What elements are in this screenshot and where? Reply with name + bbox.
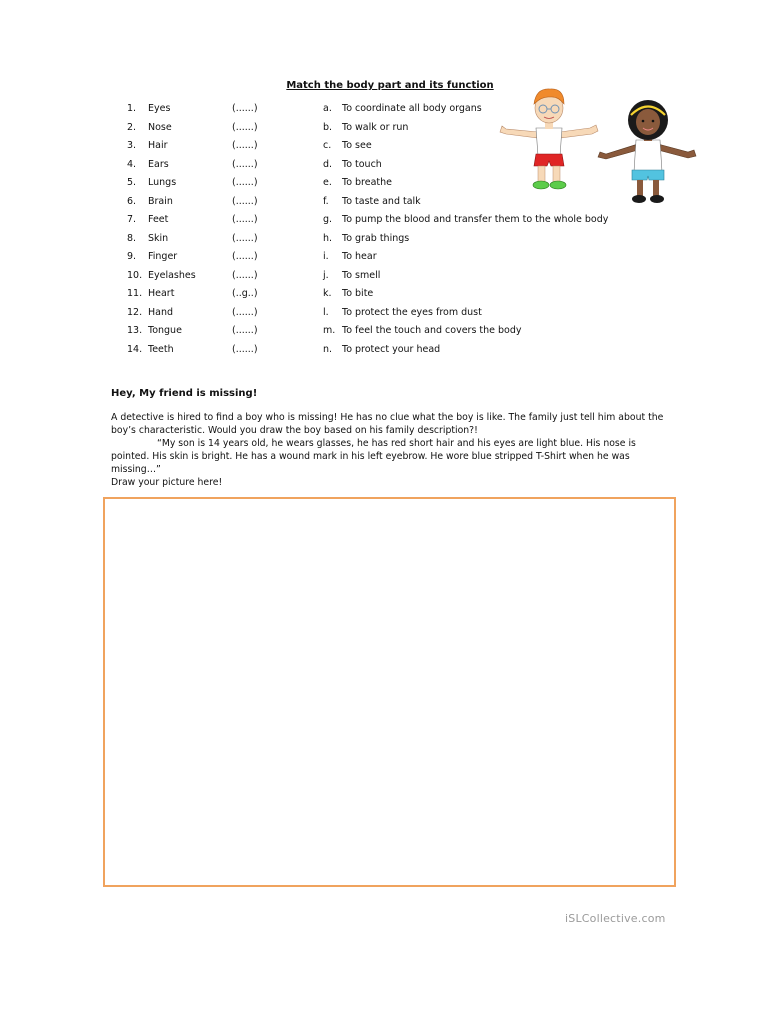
row-number: 5.: [127, 177, 137, 188]
answer-blank: (......): [232, 325, 258, 336]
row-number: 4.: [127, 158, 137, 170]
function-letter: b.: [323, 121, 333, 133]
body-part: Finger: [148, 251, 178, 262]
function-letter: d.: [323, 158, 333, 170]
match-row-12: [0, 305, 768, 321]
footer-watermark: iSLCollective.com: [565, 912, 666, 925]
function-text: To grab things: [342, 232, 410, 244]
match-row-4: [0, 157, 768, 173]
function-text: To bite: [342, 288, 374, 299]
answer-blank: (......): [232, 140, 258, 151]
function-text: To taste and talk: [342, 195, 421, 207]
answer-blank: (......): [232, 103, 258, 114]
function-letter: l.: [323, 306, 329, 318]
match-row-13: [0, 323, 768, 339]
function-text: To coordinate all body organs: [342, 103, 482, 114]
body-part: Eyes: [148, 103, 171, 114]
answer-blank: (......): [232, 121, 258, 133]
function-text: To protect your head: [342, 343, 441, 355]
row-number: 8.: [127, 232, 137, 244]
function-text: To pump the blood and transfer them to the whole body: [342, 214, 609, 225]
body-part: Brain: [148, 195, 173, 207]
row-number: 1.: [127, 103, 137, 114]
row-number: 11.: [127, 288, 143, 299]
row-number: 9.: [127, 251, 137, 262]
body-part: Lungs: [148, 177, 177, 188]
match-row-3: [0, 138, 768, 154]
row-number: 14.: [127, 343, 143, 355]
body-part: Heart: [148, 288, 175, 299]
body-part: Eyelashes: [148, 269, 196, 281]
body-part: Skin: [148, 232, 169, 244]
function-text: To feel the touch and covers the body: [342, 325, 522, 336]
function-letter: e.: [323, 177, 332, 188]
row-number: 12.: [127, 306, 143, 318]
body-part: Feet: [148, 214, 169, 225]
answer-blank: (......): [232, 306, 258, 318]
match-row-11: [0, 286, 768, 302]
function-letter: c.: [323, 140, 332, 151]
match-row-7: [0, 212, 768, 228]
body-part: Hand: [148, 306, 174, 318]
row-number: 13.: [127, 325, 143, 336]
function-text: To walk or run: [342, 121, 409, 133]
function-letter: g.: [323, 214, 333, 225]
answer-blank: (......): [232, 343, 258, 355]
match-row-5: [0, 175, 768, 191]
body-part: Nose: [148, 121, 172, 133]
function-letter: j.: [323, 269, 329, 281]
row-number: 10.: [127, 269, 143, 281]
answer-blank: (..g..): [232, 288, 258, 299]
function-letter: h.: [323, 232, 333, 244]
function-letter: n.: [323, 343, 333, 355]
match-row-6: [0, 194, 768, 210]
function-letter: k.: [323, 288, 332, 299]
body-part: Teeth: [148, 343, 174, 355]
answer-blank: (......): [232, 269, 258, 281]
row-number: 6.: [127, 195, 137, 207]
answer-blank: (......): [232, 177, 258, 188]
row-number: 2.: [127, 121, 137, 133]
body-part: Ears: [148, 158, 169, 170]
match-row-2: [0, 120, 768, 136]
match-row-14: [0, 342, 768, 358]
body-part: Tongue: [148, 325, 182, 336]
match-row-8: [0, 231, 768, 247]
function-letter: m.: [323, 325, 336, 336]
function-letter: a.: [323, 103, 332, 114]
answer-blank: (......): [232, 214, 258, 225]
worksheet-title: Match the body part and its function: [286, 80, 494, 91]
row-number: 7.: [127, 214, 137, 225]
function-letter: i.: [323, 251, 329, 262]
answer-blank: (......): [232, 195, 258, 207]
match-row-1: [0, 101, 768, 117]
match-row-10: [0, 268, 768, 284]
function-text: To see: [342, 140, 372, 151]
answer-blank: (......): [232, 251, 258, 262]
story-text: [111, 411, 671, 489]
match-row-9: [0, 249, 768, 265]
answer-blank: (......): [232, 158, 258, 170]
function-text: To hear: [342, 251, 377, 262]
drawing-area[interactable]: [103, 497, 676, 887]
story-instruction: Draw your picture here!: [111, 477, 223, 488]
row-number: 3.: [127, 140, 137, 151]
function-letter: f.: [323, 195, 329, 207]
body-part: Hair: [148, 140, 168, 151]
story-paragraph-quote: “My son is 14 years old, he wears glasses, he has red short hair and his eyes are light blue. His nose is pointed. His skin is bright. He has a wound mark in his left eyebrow. He wore blue stripped T-Shirt when he was missing…”: [111, 438, 636, 475]
answer-blank: (......): [232, 232, 258, 244]
function-text: To smell: [342, 269, 381, 281]
story-paragraph-intro: A detective is hired to find a boy who is missing! He has no clue what the boy is like. The family just tell him about the boy’s characteristic. Would you draw the boy based on his family description?!: [111, 412, 664, 436]
function-text: To touch: [342, 158, 382, 170]
story-title: Hey, My friend is missing!: [111, 388, 258, 399]
function-text: To breathe: [342, 177, 393, 188]
function-text: To protect the eyes from dust: [342, 306, 482, 318]
